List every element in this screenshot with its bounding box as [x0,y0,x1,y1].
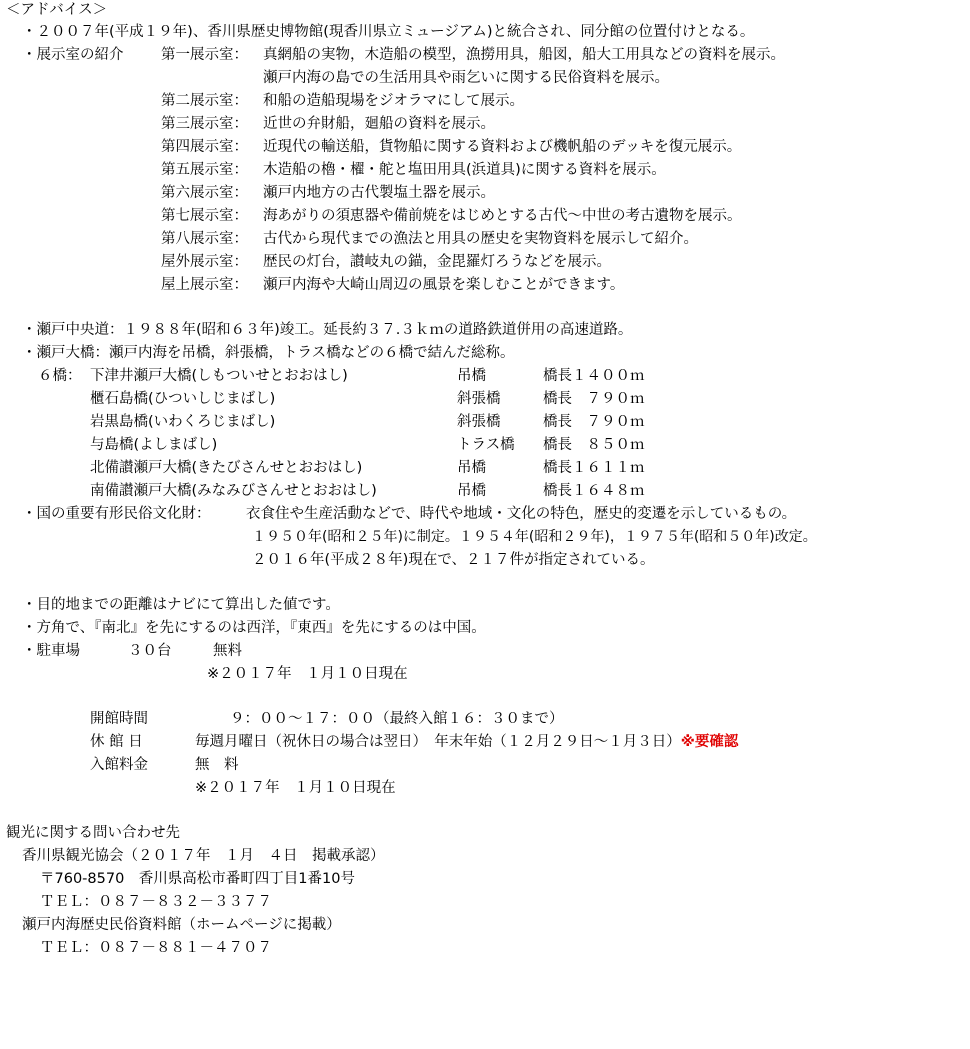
folk-assets-line: ２０１６年(平成２８年)現在で、２１７件が指定されている。 [252,552,655,568]
advice-heading: ＜アドバイス＞ [6,2,108,18]
bridge-type: 吊橋 [457,368,486,384]
bridge-name: 北備讃瀬戸大橋(きたびさんせとおおはし) [90,460,363,476]
exhibit-room-desc: 木造船の櫓・櫂・舵と塩田用具(浜道具)に関する資料を展示。 [263,162,666,178]
closed-label: 休 館 日 [90,734,143,750]
hours-value: ９：００～１７：００（最終入館１６：３０まで） [230,711,564,727]
exhibit-room-desc: 真網船の実物，木造船の模型，漁撈用具，船図，船大工用具などの資料を展示。 [263,47,785,63]
parking-count: ３０台 [128,643,172,659]
admission-value: 無 料 [195,757,239,773]
parking-fee: 無料 [213,643,242,659]
bridge-summary: ・瀬戸大橋：瀬戸内海を吊橋，斜張橋，トラス橋などの６橋で結んだ総称。 [22,345,515,361]
bridge-length: 橋長１６４８ｍ [543,483,645,499]
exhibit-room-name: 第六展示室： [161,185,248,201]
parking-label: ・駐車場 [22,643,80,659]
exhibit-room-desc: 近世の弁財船，廻船の資料を展示。 [263,116,495,132]
exhibit-room-name: 第一展示室： [161,47,248,63]
parking-as-of: ※２０１７年 １月１０日現在 [207,666,408,682]
exhibit-room-desc: 海あがりの須恵器や備前焼をはじめとする古代～中世の考古遺物を展示。 [263,208,742,224]
exhibit-room-name: 第七展示室： [161,208,248,224]
org2-name: 瀬戸内海歴史民俗資料館（ホームページに掲載） [22,917,341,933]
bridge-type: 斜張橋 [457,391,501,407]
exhibit-room-name: 第三展示室： [161,116,248,132]
expressway-note: ・瀬戸中央道：１９８８年(昭和６３年)竣工。延長約３７.３ｋｍの道路鉄道併用の高速道路。 [22,322,633,338]
note-history: ・２００７年(平成１９年)、香川県歴史博物館(現香川県立ミュージアム)と統合され、同分館の位置付けとなる。 [22,24,755,40]
admission-as-of: ※２０１７年 １月１０日現在 [195,780,396,796]
exhibit-room-name: 第四展示室： [161,139,248,155]
bridge-length: 橋長１４００ｍ [543,368,645,384]
bridge-length: 橋長１６１１ｍ [543,460,645,476]
exhibit-room-name: 第五展示室： [161,162,248,178]
org1-name: 香川県観光協会（２０１７年 １月 ４日 掲載承認） [22,848,385,864]
org1-tel: ＴＥＬ：０８７－８３２－３３７７ [40,894,272,910]
bridge-type: 斜張橋 [457,414,501,430]
bridge-type: 吊橋 [457,483,486,499]
bridge-name: 岩黒島橋(いわくろじまばし) [90,414,276,430]
direction-note: ・方角で、『南北』を先にするのは西洋，『東西』を先にするのは中国。 [22,620,486,636]
inquiry-heading: 観光に関する問い合わせ先 [6,825,180,841]
bridge-name: 与島橋(よしまばし) [90,437,218,453]
bridge-name: 櫃石島橋(ひついしじまばし) [90,391,276,407]
bridge-name: 下津井瀬戸大橋(しもついせとおおはし) [90,368,348,384]
exhibits-label: ・展示室の紹介 [22,47,124,63]
nav-note: ・目的地までの距離はナビにて算出した値です。 [22,597,340,613]
org2-tel: ＴＥＬ：０８７－８８１－４７０７ [40,940,272,956]
exhibit-room-name: 第二展示室： [161,93,248,109]
exhibit-room-name: 屋外展示室： [161,254,248,270]
admission-label: 入館料金 [90,757,148,773]
exhibit-room-name: 第八展示室： [161,231,248,247]
exhibit-room-desc: 古代から現代までの漁法と用具の歴史を実物資料を展示して紹介。 [263,231,698,247]
folk-assets-line: １９５０年(昭和２５年)に制定。１９５４年(昭和２９年)，１９７５年(昭和５０年)改定。 [252,529,817,545]
org1-address: 〒760-8570 香川県高松市番町四丁目1番10号 [40,871,355,887]
bridge-length: 橋長 ８５０ｍ [543,437,645,453]
confirm-warning: ※要確認 [680,734,739,750]
bridge-type: 吊橋 [457,460,486,476]
bridge-name: 南備讃瀬戸大橋(みなみびさんせとおおはし) [90,483,377,499]
exhibit-room-desc: 歴民の灯台，讃岐丸の錨，金毘羅灯ろうなどを展示。 [263,254,611,270]
folk-assets-line: 衣食住や生産活動などで、時代や地域・文化の特色，歴史的変遷を示しているもの。 [246,506,797,522]
hours-label: 開館時間 [90,711,148,727]
exhibit-room-desc: 瀬戸内地方の古代製塩土器を展示。 [263,185,495,201]
closed-days: 毎週月曜日（祝休日の場合は翌日） 年末年始（１２月２９日～１月３日） [195,734,681,750]
folk-assets-label: ・国の重要有形民俗文化財： [22,506,211,522]
bridges-label: ６橋： [38,368,82,384]
bridge-length: 橋長 ７９０ｍ [543,414,645,430]
exhibit-room-desc: 瀬戸内海の島での生活用具や雨乞いに関する民俗資料を展示。 [263,70,669,86]
exhibit-room-desc: 和船の造船現場をジオラマにして展示。 [263,93,524,109]
exhibit-room-desc: 近現代の輸送船，貨物船に関する資料および機帆船のデッキを復元展示。 [263,139,742,155]
closed-value [195,732,738,752]
exhibit-room-name: 屋上展示室： [161,277,248,293]
bridge-length: 橋長 ７９０ｍ [543,391,645,407]
exhibit-room-desc: 瀬戸内海や大崎山周辺の風景を楽しむことができます。 [263,277,625,293]
bridge-type: トラス橋 [457,437,515,453]
